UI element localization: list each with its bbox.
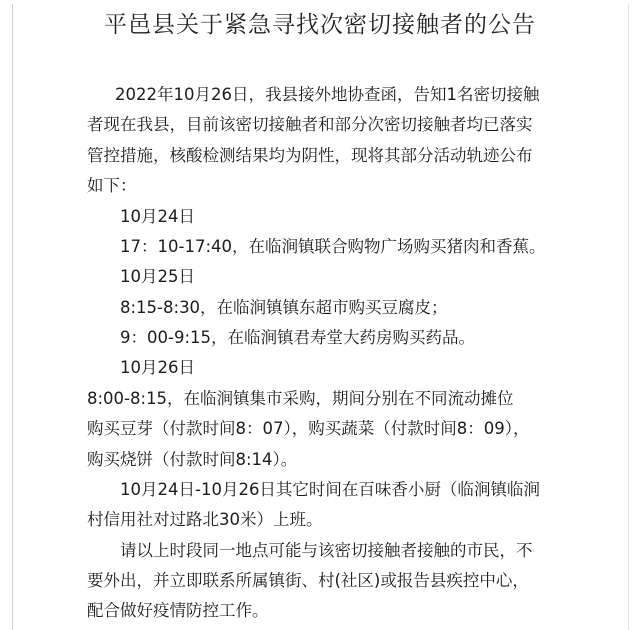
date-heading: 10月26日 <box>120 358 195 377</box>
date-heading: 10月24日 <box>120 207 195 226</box>
activity-entry: 8:15-8:30，在临涧镇镇东超市购买豆腐皮； <box>120 298 448 317</box>
page-left-edge <box>12 4 13 630</box>
notice-paragraph-line: 2022年10月26日，我县接外地协查函，告知1名密切接触 <box>115 85 540 104</box>
activity-entry: 购买烧饼（付款时间8:14）。 <box>87 450 298 469</box>
appeal-paragraph-line: 配合做好疫情防控工作。 <box>87 601 269 620</box>
activity-entry: 8:00-8:15，在临涧镇集市采购，期间分别在不同流动摊位 <box>87 389 514 408</box>
activity-entry: 9：00-9:15，在临涧镇君寿堂大药房购买药品。 <box>120 328 475 347</box>
appeal-paragraph-line: 要外出，并立即联系所属镇街、村(社区)或报告县疾控中心， <box>87 571 529 590</box>
activity-entry: 17：10-17:40，在临涧镇联合购物广场购买猪肉和香蕉。 <box>120 237 546 256</box>
notice-title: 平邑县关于紧急寻找次密切接触者的公告 <box>104 12 536 38</box>
workplace-entry: 村信用社对过路北30米）上班。 <box>87 510 323 529</box>
notice-paragraph-line: 如下： <box>87 176 137 195</box>
activity-entry: 购买豆芽（付款时间8：07），购买蔬菜（付款时间8：09）， <box>87 419 530 438</box>
page-right-edge <box>628 4 629 630</box>
appeal-paragraph-line: 请以上时段同一地点可能与该密切接触者接触的市民，不 <box>120 541 533 560</box>
workplace-entry: 10月24日-10月26日其它时间在百味香小厨（临涧镇临涧 <box>120 480 540 499</box>
notice-paragraph-line: 管控措施，核酸检测结果均为阴性，现将其部分活动轨迹公布 <box>87 146 533 165</box>
date-heading: 10月25日 <box>120 267 195 286</box>
notice-paragraph-line: 者现在我县，目前该密切接触者和部分次密切接触者均已落实 <box>87 115 533 134</box>
